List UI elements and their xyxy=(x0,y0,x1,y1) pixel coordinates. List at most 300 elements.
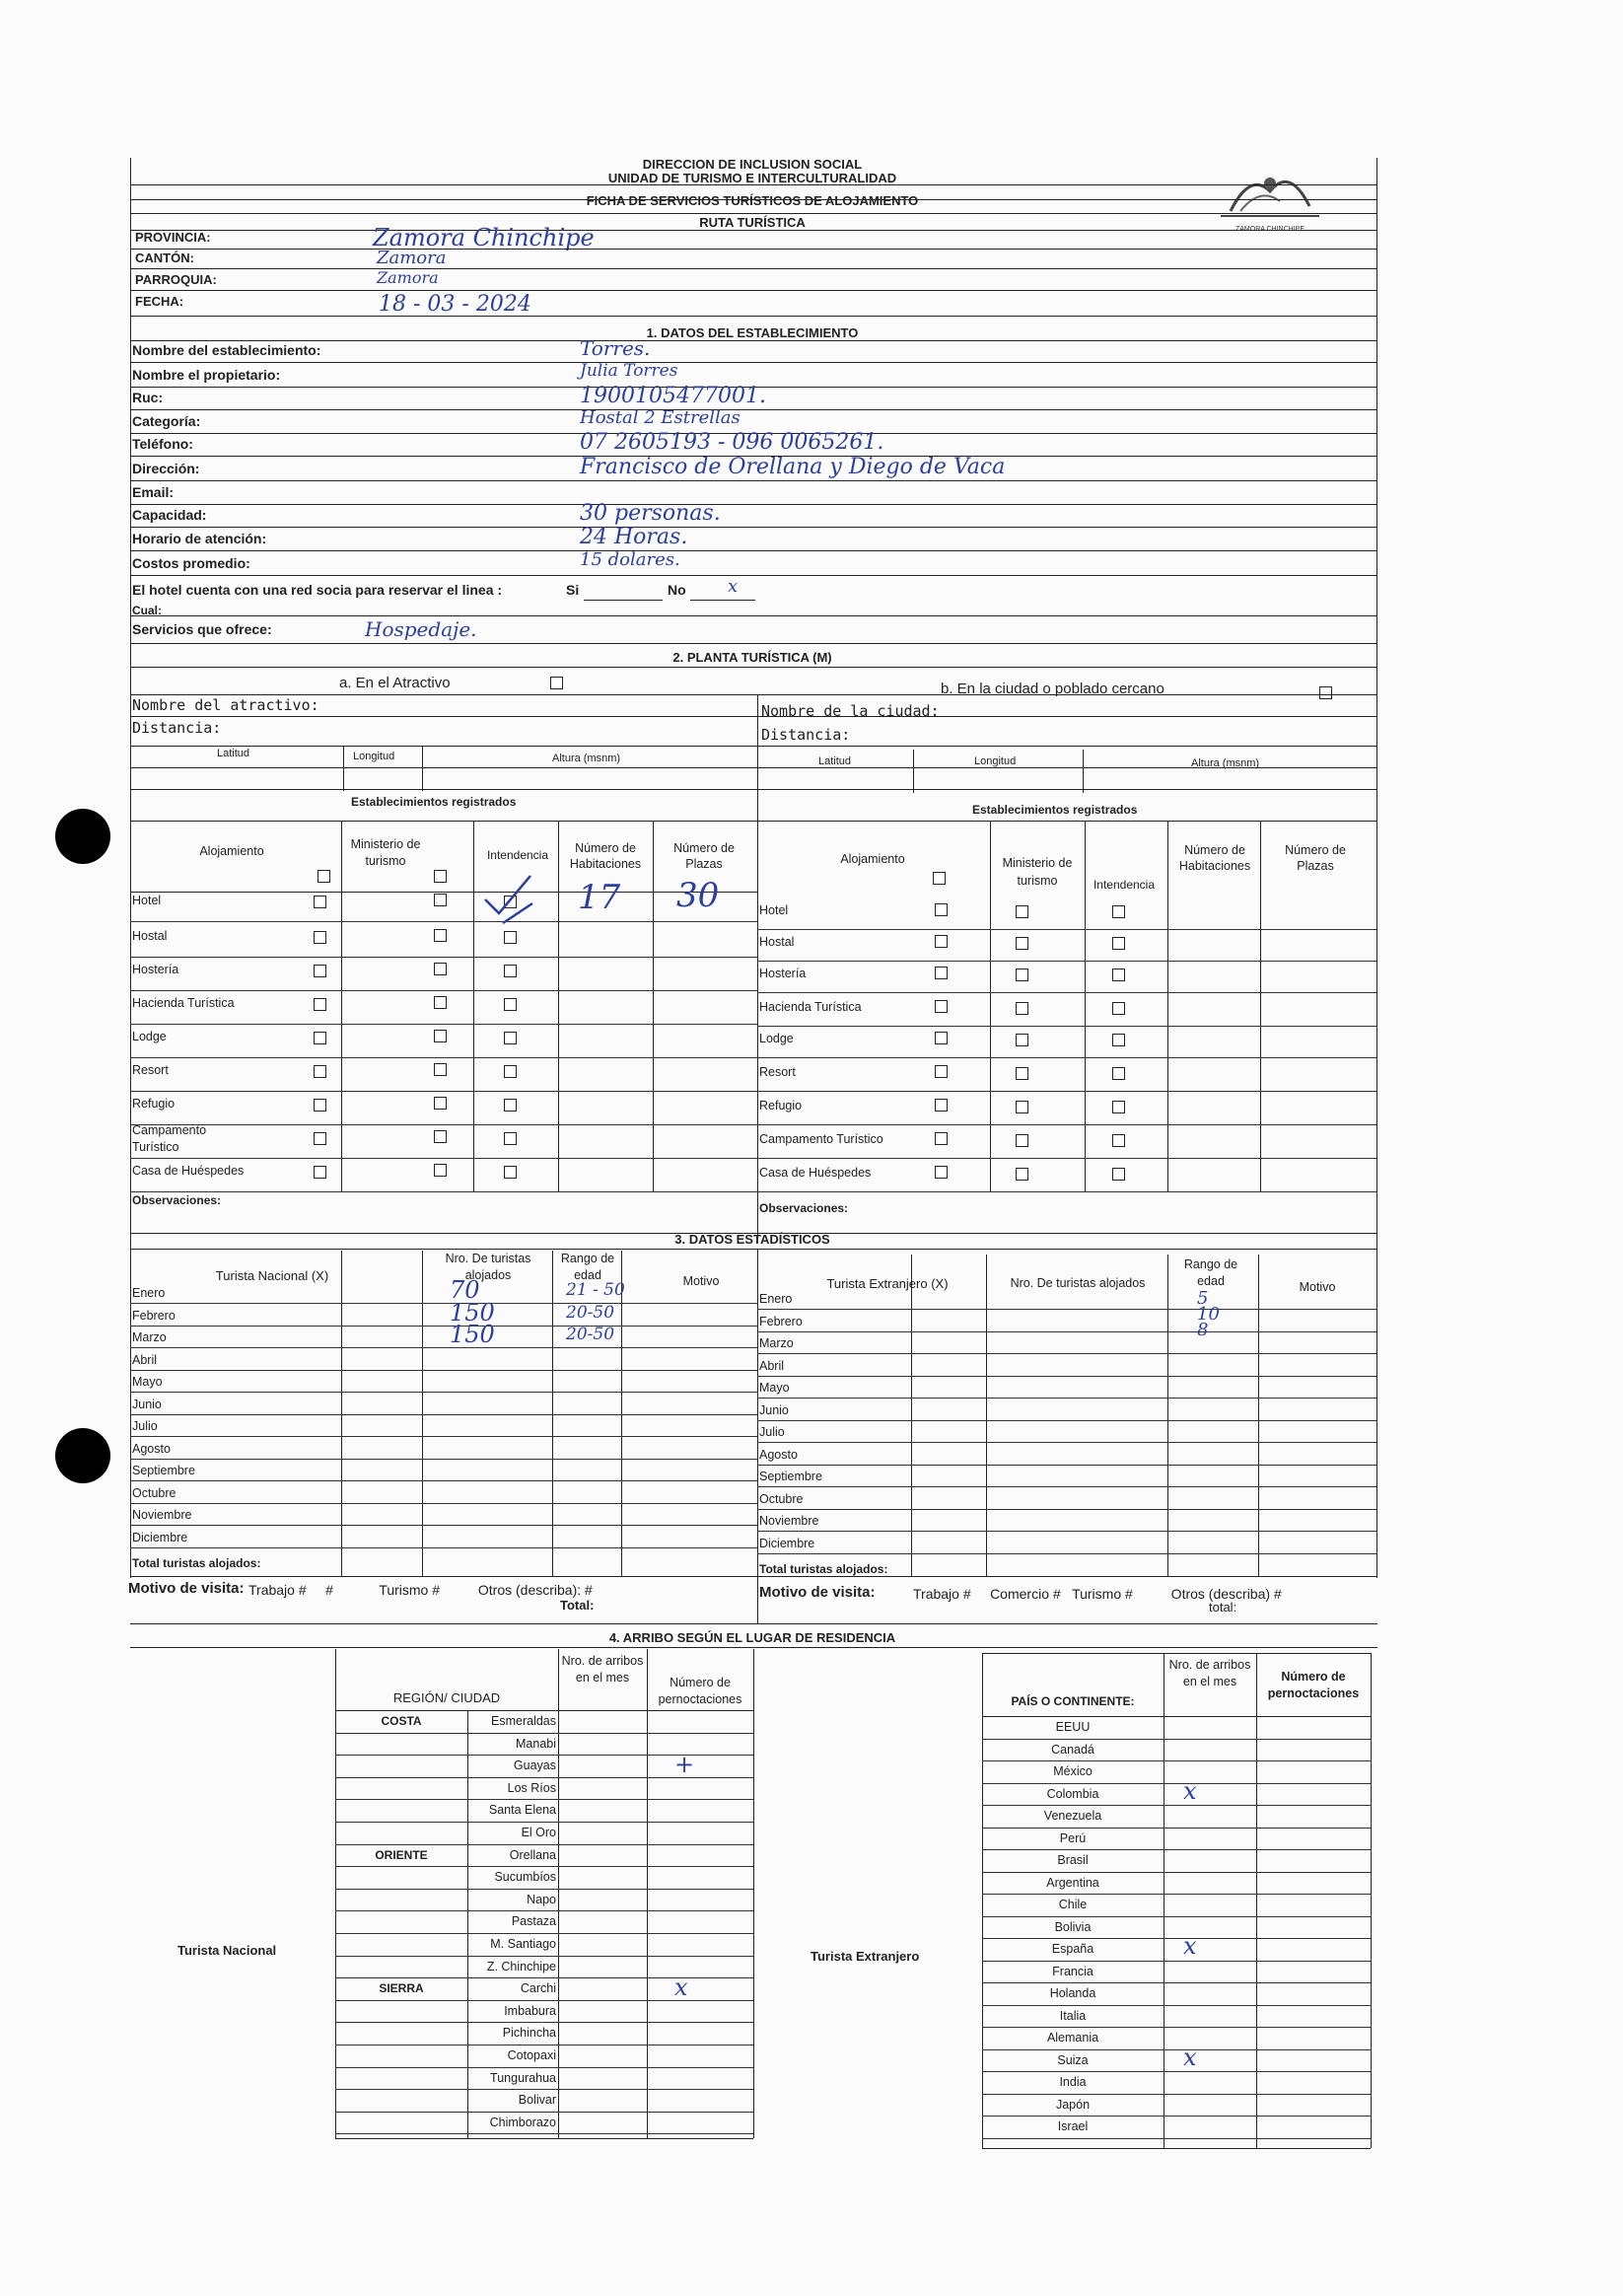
city-row-line xyxy=(335,1733,753,1734)
planta-cb-intendencia-b[interactable] xyxy=(1112,1067,1125,1080)
planta-type-b: Hotel xyxy=(759,903,789,917)
planta-row-line xyxy=(757,1057,1376,1058)
city-row-line xyxy=(335,2133,753,2134)
month-label-a: Diciembre xyxy=(132,1530,188,1544)
ext-turistas-header: Nro. De turistas alojados xyxy=(1010,1276,1146,1290)
ext-motivo-header: Motivo xyxy=(1299,1280,1336,1294)
field-label: Horario de atención: xyxy=(132,531,267,546)
planta-cb-alojamiento-b[interactable] xyxy=(935,1000,948,1013)
city-name: Z. Chinchipe xyxy=(486,1959,556,1973)
country-row-line xyxy=(982,2116,1371,2117)
a-title: a. En el Atractivo xyxy=(339,675,451,691)
nac-rango-header: Rango de edad xyxy=(560,1252,615,1282)
planta-row-line xyxy=(130,1191,757,1192)
canton-value[interactable]: Zamora xyxy=(377,248,447,268)
provincia-value[interactable]: Zamora Chinchipe xyxy=(373,224,595,251)
field-value[interactable]: 24 Horas. xyxy=(580,525,688,549)
field-rule xyxy=(130,527,1377,528)
field-rule xyxy=(130,409,1377,410)
header-line1: DIRECCION DE INCLUSION SOCIAL xyxy=(642,157,863,172)
planta-cb-alojamiento-b[interactable] xyxy=(935,1132,948,1145)
planta-row-line xyxy=(757,929,1376,930)
country-row-line xyxy=(982,1739,1371,1740)
city-name: Carchi xyxy=(520,1981,556,1996)
field-label: Nombre del establecimiento: xyxy=(132,342,321,358)
stats-col-line xyxy=(1258,1255,1259,1576)
planta-cb-ministerio-b[interactable] xyxy=(1016,1067,1028,1080)
planta-cb-intendencia-a[interactable] xyxy=(504,1065,517,1078)
nac-col-line xyxy=(647,1649,648,2138)
city-row-line xyxy=(335,2067,753,2068)
ext-motivos: Trabajo # Comercio # Turismo # Otros (describa) # xyxy=(913,1586,1282,1602)
altura-label-b: Altura (msnm) xyxy=(1191,757,1260,769)
country-name: España xyxy=(1051,1942,1094,1956)
city-row-line xyxy=(335,1799,753,1800)
nombre-ciudad-label: Nombre de la ciudad: xyxy=(761,702,940,720)
field-value[interactable]: 07 2605193 - 096 0065261. xyxy=(580,430,884,455)
country-name: Argentina xyxy=(1046,1875,1099,1890)
country-row-line xyxy=(982,1894,1371,1895)
planta-type-a: Refugio xyxy=(132,1097,176,1111)
country-row-line xyxy=(982,1805,1371,1806)
col-habitaciones-b: Número de Habitaciones xyxy=(1178,843,1251,873)
nac-col-line xyxy=(558,1649,559,2138)
planta-row-line xyxy=(130,1091,757,1092)
planta-cb-ministerio-a[interactable] xyxy=(434,894,447,906)
planta-cb-intendencia-a[interactable] xyxy=(504,998,517,1011)
planta-cb-intendencia-a[interactable] xyxy=(504,1032,517,1044)
country-name: México xyxy=(1053,1764,1093,1778)
pais-header: PAÍS O CONTINENTE: xyxy=(1011,1694,1135,1708)
country-row-line xyxy=(982,1938,1371,1939)
extranjero-header: Turista Extranjero (X) xyxy=(826,1276,949,1291)
city-name: El Oro xyxy=(521,1826,556,1839)
month-label-a: Mayo xyxy=(132,1375,163,1389)
logo-text: ZAMORA CHINCHIPE xyxy=(1235,226,1305,233)
parroquia-label: PARROQUIA: xyxy=(135,272,217,287)
planta-col-line xyxy=(653,821,654,1191)
month-label-b: Agosto xyxy=(759,1447,798,1462)
planta-row-line xyxy=(757,1026,1376,1027)
stats-row-line xyxy=(130,1436,757,1437)
hotel-habitaciones-a[interactable]: 17 xyxy=(578,878,621,917)
city-name: Tungurahua xyxy=(490,2070,556,2085)
stats-row-line xyxy=(757,1442,1376,1443)
country-row-line xyxy=(982,1961,1371,1962)
planta-cb-ministerio-a[interactable] xyxy=(434,1130,447,1143)
planta-cb-ministerio-b[interactable] xyxy=(1016,905,1028,918)
planta-type-b: Hostería xyxy=(759,967,807,980)
distancia-label-a: Distancia: xyxy=(132,719,222,737)
field-value[interactable]: Francisco de Orellana y Diego de Vaca xyxy=(580,455,1006,479)
distancia-label-b: Distancia: xyxy=(761,726,851,744)
col-intendencia-a: Intendencia xyxy=(486,848,549,862)
month-label-b: Noviembre xyxy=(759,1514,819,1528)
planta-cb-alojamiento-b[interactable] xyxy=(935,967,948,979)
alojamiento-header-cb-a[interactable] xyxy=(318,870,330,883)
country-row-line xyxy=(982,1783,1371,1784)
intendencia-check-marks xyxy=(481,868,540,937)
city-mark[interactable]: x xyxy=(674,1973,688,2002)
city-row-line xyxy=(335,1933,753,1934)
planta-cb-ministerio-a[interactable] xyxy=(434,1030,447,1042)
stats-row-line xyxy=(757,1398,1376,1399)
stats-row-line xyxy=(130,1547,757,1548)
planta-cb-intendencia-b[interactable] xyxy=(1112,905,1125,918)
planta-type-a: Hacienda Turística xyxy=(132,996,235,1010)
col-plazas-b: Número de Plazas xyxy=(1285,843,1346,873)
stats-row-line xyxy=(130,1480,757,1481)
planta-type-a: Resort xyxy=(132,1063,169,1077)
nac-turistas-value[interactable]: 70 xyxy=(450,1276,480,1304)
planta-cb-ministerio-b[interactable] xyxy=(1016,1134,1028,1147)
nacional-header: Turista Nacional (X) xyxy=(215,1268,329,1283)
country-mark[interactable]: x xyxy=(1183,1932,1197,1960)
planta-type-a: Casa de Huéspedes xyxy=(132,1164,245,1178)
planta-cb-ministerio-a[interactable] xyxy=(434,963,447,975)
ext-motivo-label: Motivo de visita: xyxy=(759,1584,876,1601)
planta-type-b: Hostal xyxy=(759,935,795,949)
nac-pernoct-header: Número de pernoctaciones xyxy=(658,1676,742,1706)
region-header: REGIÓN/ CIUDAD xyxy=(392,1690,501,1705)
planta-cb-ministerio-a[interactable] xyxy=(434,929,447,942)
city-name: Guayas xyxy=(513,1758,556,1773)
planta-cb-intendencia-b[interactable] xyxy=(1112,1002,1125,1015)
city-row-line xyxy=(335,2089,753,2090)
registrados-a: Establecimientos registrados xyxy=(351,795,517,809)
planta-cb-alojamiento-a[interactable] xyxy=(314,896,326,908)
planta-type-b: Casa de Huéspedes xyxy=(759,1166,872,1180)
month-label-b: Marzo xyxy=(759,1336,794,1350)
planta-cb-ministerio-b[interactable] xyxy=(1016,1034,1028,1046)
planta-cb-alojamiento-a[interactable] xyxy=(314,1166,326,1179)
stats-row-line xyxy=(130,1326,757,1327)
stats-row-line xyxy=(130,1392,757,1393)
planta-col-line xyxy=(341,821,342,1191)
month-label-a: Julio xyxy=(132,1419,158,1433)
planta-row-line xyxy=(130,990,757,991)
month-label-a: Marzo xyxy=(132,1330,167,1344)
planta-type-a: Campamento Turístico xyxy=(132,1123,207,1154)
month-label-a: Noviembre xyxy=(132,1508,192,1522)
country-row-line xyxy=(982,1916,1371,1917)
country-name: Francia xyxy=(1052,1964,1094,1978)
country-name: Chile xyxy=(1058,1898,1088,1911)
planta-cb-ministerio-b[interactable] xyxy=(1016,969,1028,981)
planta-cb-alojamiento-b[interactable] xyxy=(935,1065,948,1078)
planta-row-line xyxy=(757,1191,1376,1192)
ext-rango-value[interactable]: 5 xyxy=(1197,1288,1209,1309)
country-row-line xyxy=(982,1828,1371,1829)
city-name: Sucumbíos xyxy=(494,1870,556,1885)
col-plazas-a: Número de Plazas xyxy=(673,841,735,871)
planta-cb-ministerio-a[interactable] xyxy=(434,1097,447,1110)
planta-type-b: Resort xyxy=(759,1065,796,1079)
ext-table-border xyxy=(982,2148,1371,2149)
planta-col-line xyxy=(473,821,474,1191)
city-row-line xyxy=(335,1910,753,1911)
col-ministerio-b: Ministerio de turismo xyxy=(1002,856,1073,888)
stats-row-line xyxy=(757,1309,1376,1310)
punch-hole-top xyxy=(55,809,110,864)
city-mark[interactable]: + xyxy=(674,1751,695,1779)
alojamiento-header-cb-b[interactable] xyxy=(933,872,946,885)
stats-row-line xyxy=(757,1420,1376,1421)
city-row-line xyxy=(335,2000,753,2001)
hotel-plazas-a[interactable]: 30 xyxy=(676,876,720,915)
region-name: COSTA xyxy=(381,1714,422,1728)
planta-row-line xyxy=(757,1124,1376,1125)
country-row-line xyxy=(982,2094,1371,2095)
fecha-value[interactable]: 18 - 03 - 2024 xyxy=(379,292,531,317)
planta-cb-intendencia-a[interactable] xyxy=(504,1132,517,1145)
city-row-line xyxy=(335,1866,753,1867)
ministerio-header-cb-a[interactable] xyxy=(434,870,447,883)
field-rule xyxy=(130,480,1377,481)
section2-title: 2. PLANTA TURÍSTICA (M) xyxy=(672,650,832,665)
month-label-a: Septiembre xyxy=(132,1464,195,1477)
planta-cb-intendencia-a[interactable] xyxy=(504,1099,517,1112)
planta-cb-ministerio-b[interactable] xyxy=(1016,1168,1028,1181)
provincia-label: PROVINCIA: xyxy=(135,230,211,245)
planta-row-line xyxy=(757,992,1376,993)
planta-cb-intendencia-b[interactable] xyxy=(1112,1101,1125,1113)
field-value[interactable]: Torres. xyxy=(580,336,651,360)
field-label: Categoría: xyxy=(132,413,201,429)
route-title: RUTA TURÍSTICA xyxy=(699,215,806,230)
month-label-a: Febrero xyxy=(132,1308,176,1323)
planta-cb-alojamiento-b[interactable] xyxy=(935,1099,948,1112)
servicios-label: Servicios que ofrece: xyxy=(132,621,272,637)
stats-row-line xyxy=(757,1353,1376,1354)
city-row-line xyxy=(335,2022,753,2023)
planta-row-line xyxy=(130,1158,757,1159)
country-name: India xyxy=(1059,2075,1087,2089)
planta-cb-alojamiento-b[interactable] xyxy=(935,1166,948,1179)
planta-row-line xyxy=(130,1124,757,1125)
stats-col-line xyxy=(986,1255,987,1576)
planta-cb-alojamiento-b[interactable] xyxy=(935,935,948,948)
field-value[interactable]: Hostal 2 Estrellas xyxy=(580,407,741,428)
ext-rango-header: Rango de edad xyxy=(1183,1257,1238,1288)
planta-type-b: Campamento Turístico xyxy=(759,1132,883,1146)
field-value[interactable]: 15 dolares. xyxy=(580,549,680,570)
stats-col-line xyxy=(1167,1255,1168,1576)
a-checkbox[interactable] xyxy=(550,677,563,689)
canton-label: CANTÓN: xyxy=(135,251,194,265)
nac-motivo-label: Motivo de visita: xyxy=(128,1580,245,1597)
city-row-line xyxy=(335,1822,753,1823)
planta-row-line xyxy=(130,957,757,958)
country-row-line xyxy=(982,2027,1371,2028)
field-label: Teléfono: xyxy=(132,436,193,452)
nac-turistas-value[interactable]: 150 xyxy=(450,1321,495,1348)
turista-nacional-label: Turista Nacional xyxy=(177,1943,277,1958)
ext-rango-value[interactable]: 8 xyxy=(1197,1320,1209,1340)
planta-cb-intendencia-a[interactable] xyxy=(504,965,517,977)
planta-cb-alojamiento-a[interactable] xyxy=(314,1132,326,1145)
planta-cb-alojamiento-a[interactable] xyxy=(314,1099,326,1112)
planta-cb-intendencia-b[interactable] xyxy=(1112,1168,1125,1181)
nac-rango-value[interactable]: 20-50 xyxy=(566,1302,615,1323)
form-title: FICHA DE SERVICIOS TURÍSTICOS DE ALOJAMIENTO xyxy=(586,193,919,208)
country-row-line xyxy=(982,2005,1371,2006)
planta-type-b: Refugio xyxy=(759,1099,803,1112)
planta-cb-alojamiento-a[interactable] xyxy=(314,931,326,944)
nac-turistas-value[interactable]: 150 xyxy=(450,1298,495,1327)
country-row-line xyxy=(982,2049,1371,2050)
field-rule xyxy=(130,575,1377,576)
month-label-b: Enero xyxy=(759,1292,793,1306)
parroquia-value[interactable]: Zamora xyxy=(377,268,439,287)
field-value[interactable]: 30 personas. xyxy=(580,501,721,526)
b-checkbox[interactable] xyxy=(1319,686,1332,699)
planta-cb-intendencia-a[interactable] xyxy=(504,1166,517,1179)
stats-row-line xyxy=(757,1465,1376,1466)
ext-header-line xyxy=(982,1716,1371,1717)
ext-col-line xyxy=(1256,1653,1257,2148)
section4-title: 4. ARRIBO SEGÚN EL LUGAR DE RESIDENCIA xyxy=(608,1630,896,1645)
b-title: b. En la ciudad o poblado cercano xyxy=(941,681,1164,697)
latitud-label-a: Latitud xyxy=(217,748,250,759)
nac-col-line xyxy=(467,1710,468,2138)
nac-header-line xyxy=(335,1710,753,1711)
city-row-line xyxy=(335,1777,753,1778)
ext-arribos-header: Nro. de arribos en el mes xyxy=(1168,1658,1251,1688)
country-name: Perú xyxy=(1059,1830,1087,1845)
month-label-b: Septiembre xyxy=(759,1470,822,1483)
nac-arribos-header: Nro. de arribos en el mes xyxy=(561,1654,644,1685)
nac-motivos: Trabajo # # Turismo # Otros (describa): # xyxy=(248,1582,593,1598)
punch-hole-bottom xyxy=(55,1428,110,1483)
city-row-line xyxy=(335,1956,753,1957)
registrados-b: Establecimientos registrados xyxy=(972,803,1138,817)
planta-type-a: Hostal xyxy=(132,929,168,943)
ext-pernoct-header: Número de pernoctaciones xyxy=(1267,1670,1360,1700)
planta-row-line xyxy=(757,1158,1376,1159)
country-mark[interactable]: x xyxy=(1183,2043,1197,2071)
country-mark[interactable]: x xyxy=(1183,1776,1197,1805)
country-row-line xyxy=(982,1849,1371,1850)
planta-cb-ministerio-b[interactable] xyxy=(1016,1002,1028,1015)
longitud-label-b: Longitud xyxy=(974,755,1017,767)
country-row-line xyxy=(982,1760,1371,1761)
nac-total-label: Total turistas alojados: xyxy=(132,1556,261,1570)
country-row-line xyxy=(982,2071,1371,2072)
planta-type-a: Hotel xyxy=(132,894,162,907)
month-label-a: Agosto xyxy=(132,1441,171,1456)
city-row-line xyxy=(335,1889,753,1890)
stats-row-line xyxy=(130,1525,757,1526)
section1-title: 1. DATOS DEL ESTABLECIMIENTO xyxy=(646,325,859,340)
planta-cb-intendencia-b[interactable] xyxy=(1112,969,1125,981)
field-label: Dirección: xyxy=(132,461,200,476)
col-intendencia-b: Intendencia xyxy=(1093,878,1156,892)
ext-table-border xyxy=(1371,1653,1372,2148)
planta-cb-intendencia-b[interactable] xyxy=(1112,1034,1125,1046)
planta-type-b: Hacienda Turística xyxy=(759,1000,862,1014)
observaciones-a: Observaciones: xyxy=(132,1193,222,1207)
region-name: SIERRA xyxy=(379,1981,424,1996)
col-habitaciones-a: Número de Habitaciones xyxy=(569,841,642,871)
nac-motivo-header: Motivo xyxy=(682,1274,720,1288)
field-value[interactable]: Julia Torres xyxy=(580,361,678,381)
planta-cb-ministerio-a[interactable] xyxy=(434,1164,447,1177)
planta-cb-alojamiento-b[interactable] xyxy=(935,903,948,916)
stats-col-line xyxy=(911,1255,912,1576)
latitud-label-b: Latitud xyxy=(818,755,852,767)
cual-label: Cual: xyxy=(132,604,162,617)
field-rule xyxy=(130,550,1377,551)
field-value[interactable]: 1900105477001. xyxy=(580,384,766,408)
country-name: Japón xyxy=(1055,2097,1091,2112)
ext-total: total: xyxy=(1209,1600,1237,1614)
planta-cb-intendencia-b[interactable] xyxy=(1112,1134,1125,1147)
field-label: Nombre el propietario: xyxy=(132,367,281,383)
stats-row-line xyxy=(757,1331,1376,1332)
planta-row-line xyxy=(757,961,1376,962)
planta-cb-alojamiento-b[interactable] xyxy=(935,1032,948,1044)
stats-row-line xyxy=(757,1531,1376,1532)
planta-col-line xyxy=(1085,821,1086,1191)
nac-table-border xyxy=(753,1649,754,2138)
planta-type-a: Lodge xyxy=(132,1030,167,1043)
country-name: Alemania xyxy=(1046,2031,1099,2045)
planta-cb-alojamiento-a[interactable] xyxy=(314,965,326,977)
ext-rango-value[interactable]: 10 xyxy=(1197,1304,1220,1325)
stats-row-line xyxy=(130,1303,757,1304)
city-name: Cotopaxi xyxy=(507,2048,556,2062)
city-row-line xyxy=(335,2112,753,2113)
planta-row-line xyxy=(130,1057,757,1058)
planta-cb-ministerio-a[interactable] xyxy=(434,1063,447,1076)
planta-cb-intendencia-b[interactable] xyxy=(1112,937,1125,950)
nac-rango-value[interactable]: 21 - 50 xyxy=(566,1280,625,1300)
col-alojamiento-b: Alojamiento xyxy=(840,852,905,866)
stats-row-line xyxy=(130,1414,757,1415)
servicios-value[interactable]: Hospedaje. xyxy=(365,617,477,641)
country-name: EEUU xyxy=(1055,1720,1091,1734)
city-name: Napo xyxy=(527,1892,556,1906)
header-line2: UNIDAD DE TURISMO E INTERCULTURALIDAD xyxy=(607,171,897,185)
red-social-label: El hotel cuenta con una red socia para reservar el linea : xyxy=(132,582,503,598)
no-mark[interactable]: x xyxy=(728,576,739,597)
planta-cb-alojamiento-a[interactable] xyxy=(314,1032,326,1044)
planta-cb-alojamiento-a[interactable] xyxy=(314,998,326,1011)
ext-total-label: Total turistas alojados: xyxy=(759,1562,888,1576)
planta-cb-alojamiento-a[interactable] xyxy=(314,1065,326,1078)
col-alojamiento-a: Alojamiento xyxy=(199,844,264,858)
planta-cb-ministerio-b[interactable] xyxy=(1016,1101,1028,1113)
planta-cb-ministerio-b[interactable] xyxy=(1016,937,1028,950)
planta-col-line xyxy=(1167,821,1168,1191)
field-rule xyxy=(130,504,1377,505)
field-label: Ruc: xyxy=(132,390,164,405)
planta-col-line xyxy=(757,821,758,1191)
col-ministerio-a: Ministerio de turismo xyxy=(350,837,421,868)
planta-row-line xyxy=(130,921,757,922)
month-label-a: Abril xyxy=(132,1352,158,1367)
city-name: M. Santiago xyxy=(490,1937,556,1951)
city-name: Bolivar xyxy=(518,2093,556,2108)
country-name: Bolivia xyxy=(1054,1919,1092,1934)
altura-label-a: Altura (msnm) xyxy=(552,753,621,764)
city-name: Orellana xyxy=(509,1847,556,1862)
planta-cb-ministerio-a[interactable] xyxy=(434,996,447,1009)
nac-rango-value[interactable]: 20-50 xyxy=(566,1325,615,1344)
city-name: Chimborazo xyxy=(489,2115,556,2129)
field-label: Email: xyxy=(132,484,175,500)
